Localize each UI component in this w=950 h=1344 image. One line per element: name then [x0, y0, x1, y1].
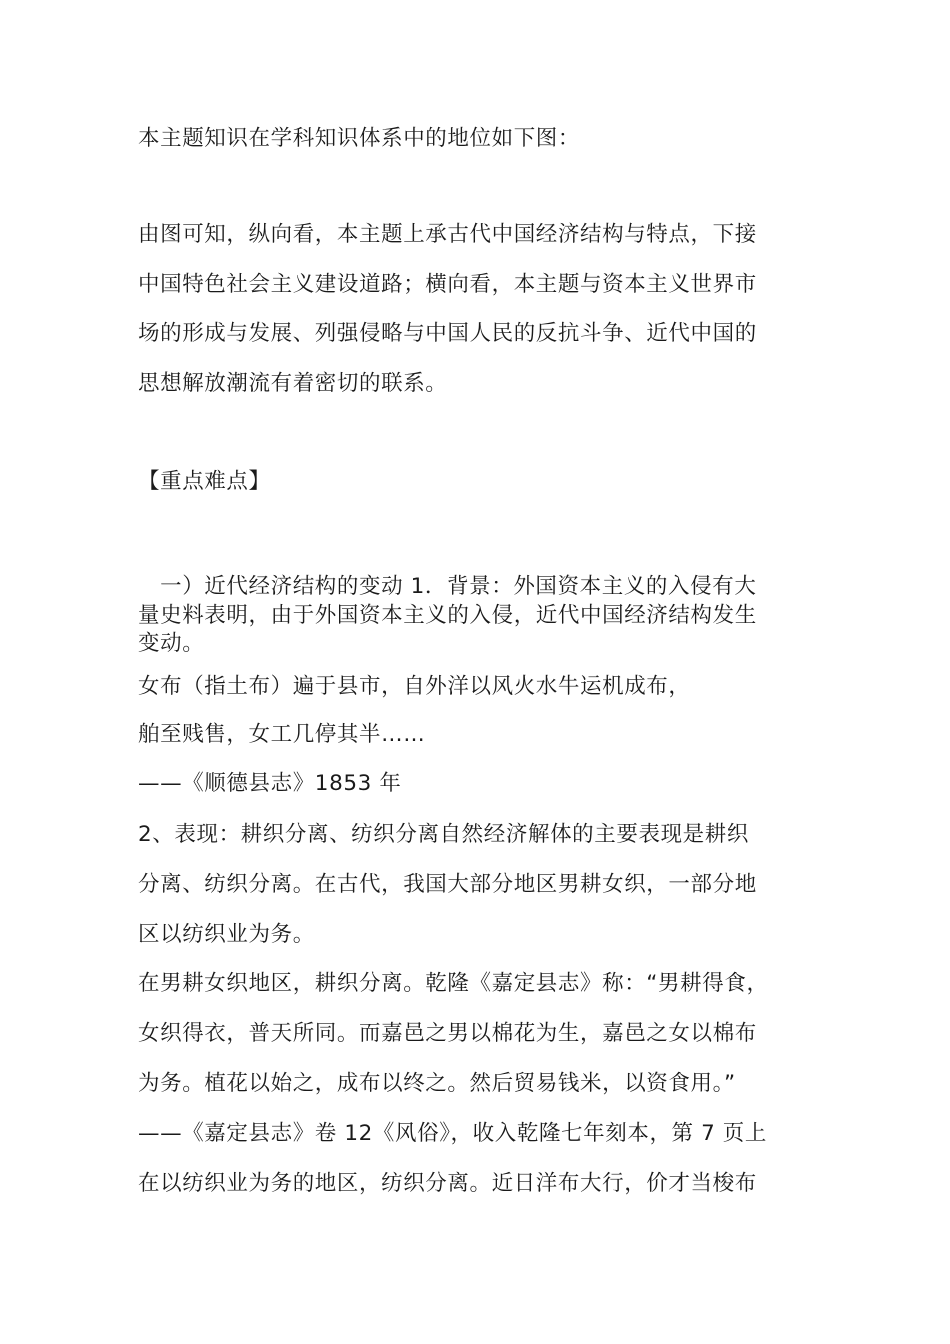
paragraph-line: 2、表现：耕织分离、纺织分离自然经济解体的主要表现是耕织: [138, 822, 749, 847]
section-heading: 【重点难点】: [138, 469, 271, 494]
paragraph-line: 由图可知，纵向看，本主题上承古代中国经济结构与特点，下接: [138, 222, 757, 247]
paragraph-line: 在以纺织业为务的地区，纺织分离。近日洋布大行，价才当梭布: [138, 1171, 757, 1196]
paragraph-line: 区以纺织业为务。: [138, 922, 315, 947]
paragraph-line: 场的形成与发展、列强侵略与中国人民的反抗斗争、近代中国的: [138, 321, 757, 346]
paragraph-line: 女织得衣，普天所同。而嘉邑之男以棉花为生，嘉邑之女以棉布: [138, 1021, 757, 1046]
paragraph-line: 分离、纺织分离。在古代，我国大部分地区男耕女织，一部分地: [138, 872, 757, 897]
paragraph-line: 思想解放潮流有着密切的联系。: [138, 371, 448, 396]
intro-line: 本主题知识在学科知识体系中的地位如下图：: [138, 126, 581, 151]
paragraph-line: 变动。: [138, 631, 205, 656]
paragraph-line: 一）近代经济结构的变动 1．背景：外国资本主义的入侵有大: [138, 574, 757, 599]
paragraph-line: 为务。植花以始之，成布以终之。然后贸易钱米，以资食用。”: [138, 1071, 736, 1096]
paragraph-line: 在男耕女织地区，耕织分离。乾隆《嘉定县志》称：“男耕得食，: [138, 971, 769, 996]
paragraph-line: 中国特色社会主义建设道路；横向看，本主题与资本主义世界市: [138, 272, 757, 297]
quote-line: 舶至贱售，女工几停其半……: [138, 722, 426, 747]
citation-line: ——《顺德县志》1853 年: [138, 771, 402, 796]
paragraph-line: 量史料表明，由于外国资本主义的入侵，近代中国经济结构发生: [138, 603, 757, 628]
quote-line: 女布（指土布）遍于县市，自外洋以风火水牛运机成布，: [138, 674, 691, 699]
citation-line: ——《嘉定县志》卷 12《风俗》，收入乾隆七年刻本，第 7 页上: [138, 1121, 767, 1146]
